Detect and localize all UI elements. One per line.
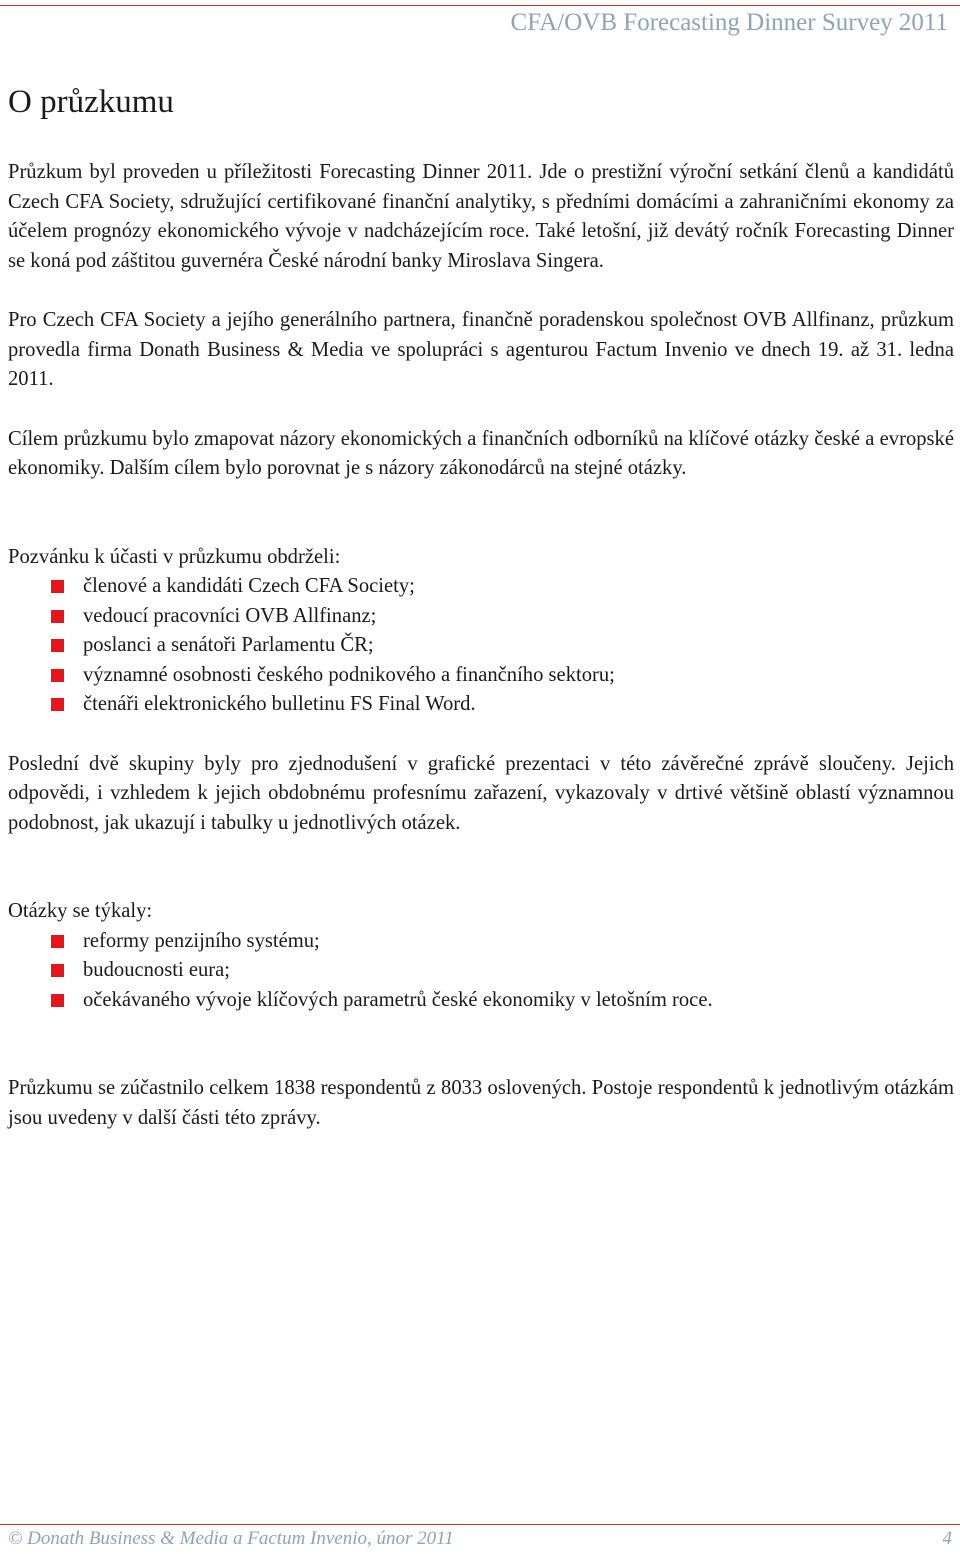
square-bullet-icon	[51, 935, 64, 948]
square-bullet-icon	[51, 964, 64, 977]
header-rule	[0, 5, 960, 6]
square-bullet-icon	[51, 639, 64, 652]
header-title: CFA/OVB Forecasting Dinner Survey 2011	[510, 9, 948, 36]
list-item: významné osobnosti českého podnikového a finančního sektoru;	[8, 661, 954, 691]
square-bullet-icon	[51, 669, 64, 682]
intro-paragraph: Průzkum byl proveden u příležitosti Forecasting Dinner 2011. Jde o prestižní výroční setkání členů a kandidátů Czech CFA Society, sdružující certifikované finanční analytiky, s předními domácími a zahraničními ekonomy za účelem prognózy ekonomického vývoje v nadcházejícím roce. Také letošní, již devátý ročník Forecasting Dinner se koná pod záštitou guvernéra České národní banky Miroslava Singera.	[8, 161, 954, 272]
main-content	[8, 158, 954, 1133]
invited-lead: Pozvánku k účasti v průzkumu obdrželi:	[8, 545, 341, 568]
topics-lead: Otázky se týkaly:	[8, 900, 153, 922]
partner-paragraph: Pro Czech CFA Society a jejího generálního partnera, finančně poradenskou společnost OVB Allfinanz, průzkum provedla firma Donath Business & Media ve spolupráci s agenturou Factum Invenio ve dnech 19. až 31. ledna 2011.	[8, 309, 954, 390]
list-item: reformy penzijního systému;	[8, 927, 954, 957]
invited-list	[8, 572, 954, 720]
list-item: očekávaného vývoje klíčových parametrů české ekonomiky v letošním roce.	[8, 986, 954, 1016]
list-item: budoucnosti eura;	[8, 956, 954, 986]
groups-paragraph: Poslední dvě skupiny byly pro zjednodušení v grafické prezentaci v této závěrečné zprávě sloučeny. Jejich odpovědi, i vzhledem k jejich obdobnému profesnímu zařazení, vykazovaly v drtivé většině oblastí významnou podobnost, jak ukazují i tabulky u jednotlivých otázek.	[8, 752, 954, 834]
topics-list	[8, 927, 954, 1016]
square-bullet-icon	[51, 994, 64, 1007]
footer-rule	[0, 1524, 960, 1525]
list-item: členové a kandidáti Czech CFA Society;	[8, 572, 954, 602]
list-item: čtenáři elektronického bulletinu FS Final Word.	[8, 690, 954, 720]
square-bullet-icon	[51, 698, 64, 711]
square-bullet-icon	[51, 610, 64, 623]
square-bullet-icon	[51, 580, 64, 593]
footer-copyright: © Donath Business & Media a Factum Invenio, únor 2011	[8, 1528, 454, 1549]
page-title: O průzkumu	[8, 84, 174, 120]
page-number: 4	[942, 1528, 952, 1549]
list-item: poslanci a senátoři Parlamentu ČR;	[8, 631, 954, 661]
respondents-paragraph: Průzkumu se zúčastnilo celkem 1838 respondentů z 8033 oslovených. Postoje respondentů k jednotlivým otázkám jsou uvedeny v další části této zprávy.	[8, 1077, 954, 1129]
list-item: vedoucí pracovníci OVB Allfinanz;	[8, 602, 954, 632]
goal-paragraph: Cílem průzkumu bylo zmapovat názory ekonomických a finančních odborníků na klíčové otázky české a evropské ekonomiky. Dalším cílem bylo porovnat je s názory zákonodárců na stejné otázky.	[8, 427, 954, 479]
